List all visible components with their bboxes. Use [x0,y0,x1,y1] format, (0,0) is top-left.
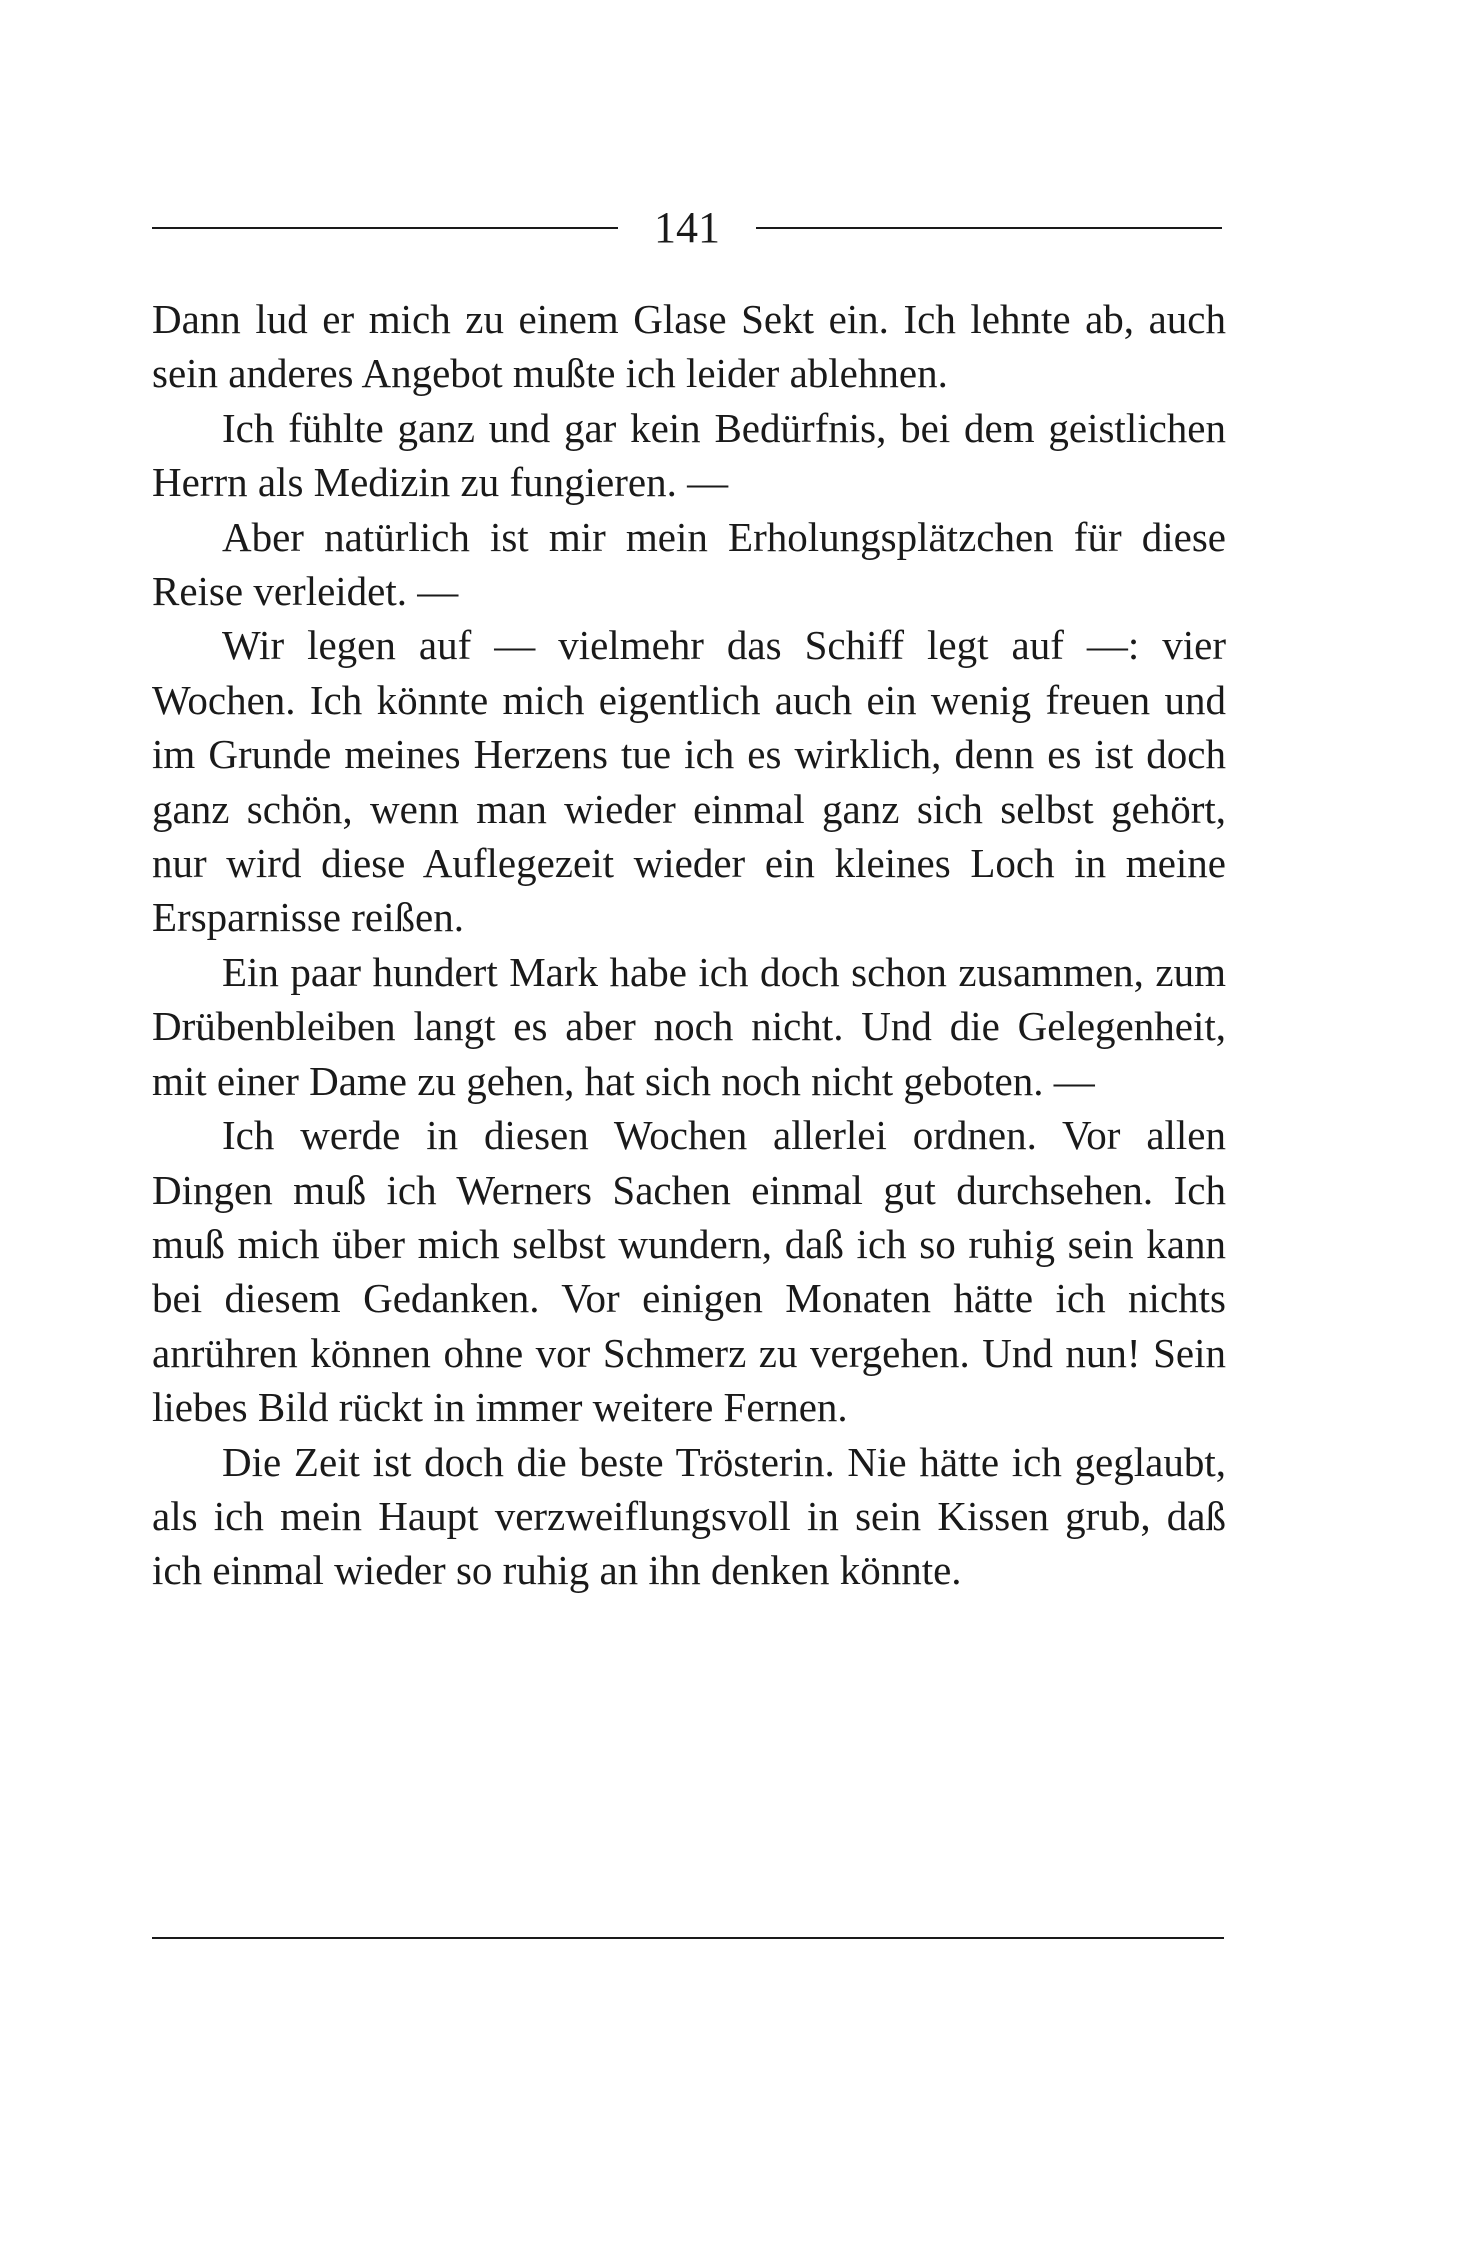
header-rule-left [152,227,618,229]
paragraph: Ich werde in diesen Wochen allerlei ordnen. Vor allen Dingen muß ich Werners Sachen einmal gut durchsehen. Ich muß mich über mich selbst wundern, daß ich so ruhig sein kann bei diesem Gedanken. Vor einigen Monaten hätte ich nichts anrühren können ohne vor Schmerz zu vergehen. Und nun! Sein liebes Bild rückt in immer weitere Fernen. [152,1112,1226,1431]
paragraph: Dann lud er mich zu einem Glase Sekt ein. Ich lehnte ab, auch sein anderes Angebot mußte ich leider ablehnen. [152,296,1226,397]
paragraph: Ein paar hundert Mark habe ich doch schon zusammen, zum Drübenbleiben langt es aber noch nicht. Und die Gelegenheit, mit einer Dame zu gehen, hat sich noch nicht geboten. — [152,948,1226,1104]
header-rule-right [756,227,1222,229]
page-number: 141 [654,203,720,252]
footer-rule [152,1937,1224,1939]
paragraph: Die Zeit ist doch die beste Trösterin. Nie hätte ich geglaubt, als ich mein Haupt verzweiflungsvoll in sein Kissen grub, daß ich einmal wieder so ruhig an ihn denken könnte. [152,1438,1226,1594]
paragraph: Aber natürlich ist mir mein Erholungsplätzchen für diese Reise verleidet. — [152,513,1226,615]
body-text [152,292,1226,1598]
paragraph: Ich fühlte ganz und gar kein Bedürfnis, bei dem geistlichen Herrn als Medizin zu fungieren. — [152,404,1226,506]
paragraph: Wir legen auf — vielmehr das Schiff legt auf —: vier Wochen. Ich könnte mich eigentlich auch ein wenig freuen und im Grunde meines Herzens tue ich es wirklich, denn es ist doch ganz schön, wenn man wieder einmal ganz sich selbst gehört, nur wird diese Auflegezeit wieder ein kleines Loch in meine Ersparnisse reißen. [152,622,1226,941]
page-header [152,198,1222,258]
